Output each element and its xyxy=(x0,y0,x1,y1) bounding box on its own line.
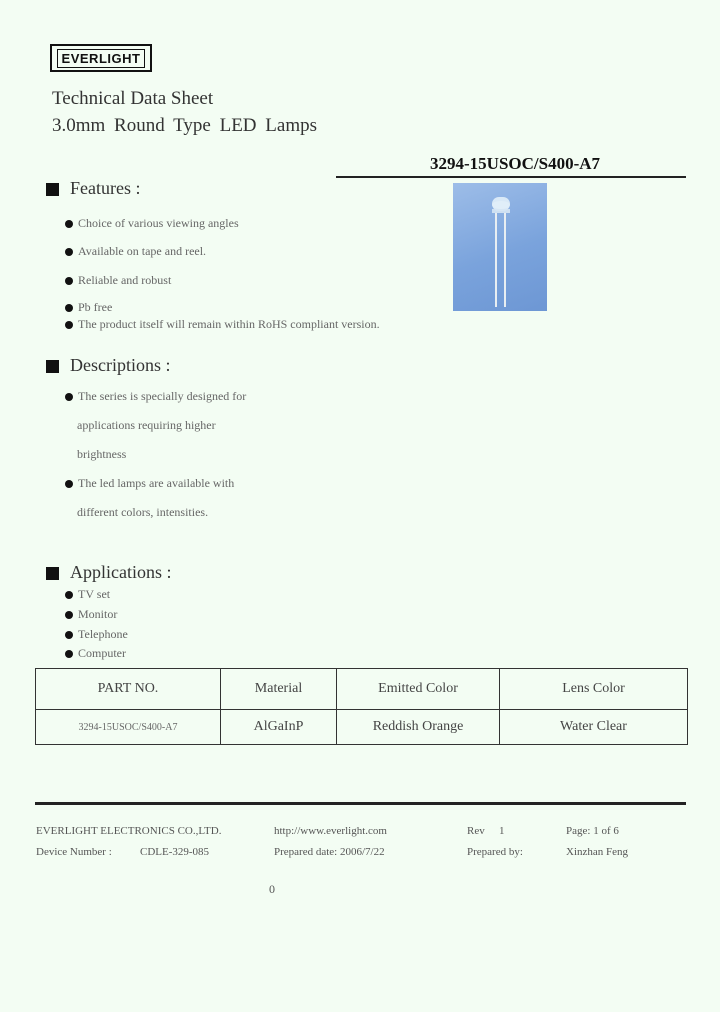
page-number: 0 xyxy=(269,882,275,896)
application-item: Computer xyxy=(65,646,126,661)
application-item: TV set xyxy=(65,587,110,602)
description-line: different colors, intensities. xyxy=(77,505,209,519)
device-number: CDLE-329-085 xyxy=(140,846,210,858)
prepared-date: Prepared date: 2006/7/22 xyxy=(274,846,385,858)
doc-title: Technical Data Sheet xyxy=(52,88,214,109)
table-header-row xyxy=(36,669,688,710)
prepared-by: Xinzhan Feng xyxy=(566,846,629,858)
part-number-title: 3294-15USOC/S400-A7 xyxy=(430,154,601,173)
description-line: applications requiring higher xyxy=(77,418,216,432)
table-header-cell: Lens Color xyxy=(500,669,688,710)
description-line: brightness xyxy=(77,447,127,461)
table-cell: Water Clear xyxy=(500,710,688,745)
bullet-dot-icon xyxy=(65,321,73,329)
features-heading: Features : xyxy=(70,178,141,198)
bullet-dot-icon xyxy=(65,304,73,312)
everlight-logo xyxy=(50,44,152,72)
logo-text: EVERLIGHT xyxy=(57,49,146,68)
bullet-dot-icon xyxy=(65,650,73,658)
table-cell: AlGaInP xyxy=(221,710,337,745)
page-count: Page: 1 of 6 xyxy=(566,825,619,837)
company-url[interactable]: http://www.everlight.com xyxy=(274,825,387,837)
device-number-label: Device Number : xyxy=(36,846,112,858)
feature-item: Pb free xyxy=(65,300,112,315)
bullet-dot-icon xyxy=(65,248,73,256)
table-cell: 3294-15USOC/S400-A7 xyxy=(36,710,221,745)
table-row xyxy=(36,710,688,745)
led-lamp-icon xyxy=(453,183,547,311)
bullet-dot-icon xyxy=(65,611,73,619)
section-bullet-square xyxy=(46,183,59,196)
feature-item: Choice of various viewing angles xyxy=(65,216,239,231)
bullet-dot-icon xyxy=(65,480,73,488)
revision-label: Rev xyxy=(467,825,485,837)
description-item: The series is specially designed for xyxy=(65,389,246,404)
footer-rule xyxy=(35,802,686,805)
description-item: The led lamps are available with xyxy=(65,476,234,491)
table-header-cell: Material xyxy=(221,669,337,710)
table-cell: Reddish Orange xyxy=(337,710,500,745)
part-info-table xyxy=(35,668,688,745)
part-number-rule xyxy=(336,176,686,178)
doc-subtitle: 3.0mm Round Type LED Lamps xyxy=(52,115,317,136)
application-item: Telephone xyxy=(65,627,128,642)
feature-item: Reliable and robust xyxy=(65,273,171,288)
table-header-cell: PART NO. xyxy=(36,669,221,710)
bullet-dot-icon xyxy=(65,591,73,599)
revision-value: 1 xyxy=(499,825,505,837)
applications-heading: Applications : xyxy=(70,562,172,582)
table-header-cell: Emitted Color xyxy=(337,669,500,710)
bullet-dot-icon xyxy=(65,220,73,228)
prepared-by-label: Prepared by: xyxy=(467,846,523,858)
feature-item: The product itself will remain within RoHS compliant version. xyxy=(65,317,380,332)
bullet-dot-icon xyxy=(65,631,73,639)
feature-item: Available on tape and reel. xyxy=(65,244,206,259)
bullet-dot-icon xyxy=(65,277,73,285)
led-product-photo xyxy=(453,183,547,311)
application-item: Monitor xyxy=(65,607,117,622)
bullet-dot-icon xyxy=(65,393,73,401)
descriptions-heading: Descriptions : xyxy=(70,355,171,375)
section-bullet-square xyxy=(46,360,59,373)
section-bullet-square xyxy=(46,567,59,580)
company-name: EVERLIGHT ELECTRONICS CO.,LTD. xyxy=(36,825,222,837)
